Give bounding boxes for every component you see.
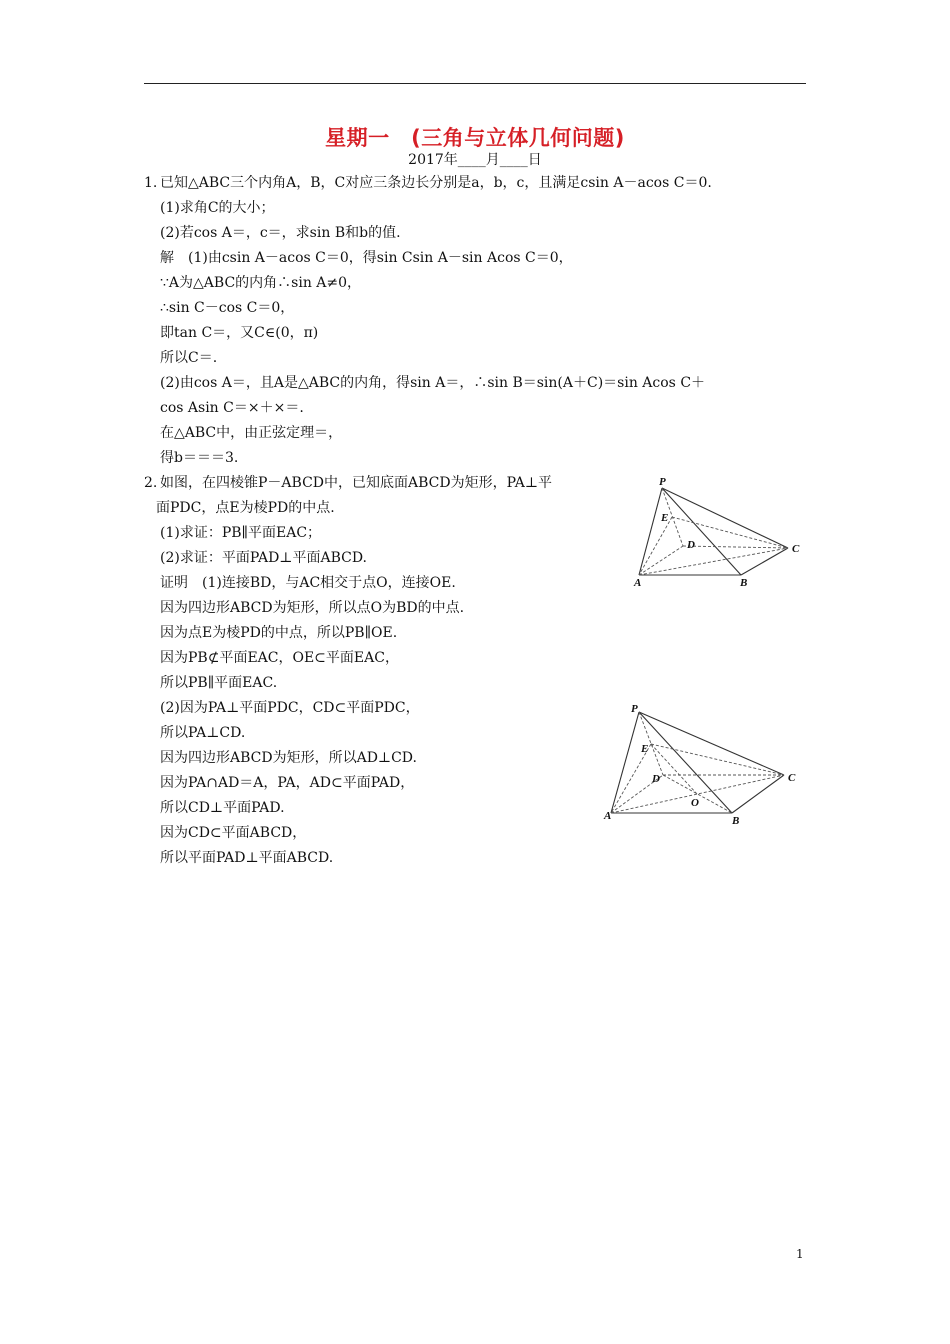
proof-line: 因为CD⊂平面ABCD，: [160, 825, 307, 841]
solution-line: 得b＝＝＝3.: [160, 450, 239, 466]
label-d: D: [687, 539, 695, 551]
pyramid-figure-1: [625, 476, 810, 591]
problem-2-statement-cont: 面PDC，点E为棱PD的中点.: [156, 500, 335, 516]
problem-2-part-2: (2)求证：平面PAD⊥平面ABCD.: [160, 550, 368, 566]
seg-eo: [651, 744, 697, 794]
label-c: C: [788, 772, 796, 784]
diag-ac: [639, 548, 788, 575]
proof-line: 所以平面PAD⊥平面ABCD.: [160, 850, 334, 866]
seg-ec: [651, 744, 784, 775]
header-rule: [144, 83, 806, 84]
seg-ea: [639, 517, 672, 575]
page-title: 星期一 (三角与立体几何问题): [325, 126, 625, 150]
problem-2-statement: 如图，在四棱锥P－ABCD中，已知底面ABCD为矩形，PA⊥平: [160, 475, 553, 491]
edge-pc: [639, 712, 784, 775]
problem-1-part-1: (1)求角C的大小；: [160, 200, 275, 216]
proof-line: 因为四边形ABCD为矩形，所以AD⊥CD.: [160, 750, 417, 766]
proof-line: 因为点E为棱PD的中点，所以PB∥OE.: [160, 625, 398, 641]
date-line: 2017年____月____日: [408, 152, 542, 168]
solution-line: cos Asin C＝×＋×＝.: [160, 400, 304, 416]
label-p: P: [659, 476, 666, 488]
solution-line: ∴sin C－cos C＝0，: [160, 300, 295, 316]
proof-line: 因为PA∩AD＝A，PA，AD⊂平面PAD，: [160, 775, 415, 791]
solution-line: 解 (1)由csin A－acos C＝0，得sin Csin A－sin Acos C＝0，: [160, 250, 573, 266]
proof-line: 因为四边形ABCD为矩形，所以点O为BD的中点.: [160, 600, 465, 616]
proof-line: 所以PA⊥CD.: [160, 725, 246, 741]
page-number: 1: [796, 1247, 804, 1261]
problem-1-part-2: (2)若cos A＝，c＝，求sin B和b的值.: [160, 225, 401, 241]
pyramid-figure-2: [598, 700, 806, 828]
label-c: C: [792, 543, 800, 555]
label-a: A: [604, 810, 612, 822]
proof-line: 因为PB⊄平面EAC，OE⊂平面EAC，: [160, 650, 399, 666]
label-e: E: [661, 512, 669, 524]
label-p: P: [631, 703, 638, 715]
problem-number: 1.: [144, 175, 158, 191]
proof-line: (2)因为PA⊥平面PDC，CD⊂平面PDC，: [160, 700, 420, 716]
label-a: A: [634, 577, 642, 589]
edge-pa: [611, 712, 639, 813]
edge-pb: [662, 488, 741, 575]
proof-line: 所以PB∥平面EAC.: [160, 675, 278, 691]
solution-line: 所以C＝.: [160, 350, 218, 366]
solution-line: 即tan C＝，又C∈(0，π): [160, 325, 319, 341]
label-b: B: [740, 577, 748, 589]
label-b: B: [732, 815, 740, 827]
edge-pa: [639, 488, 662, 575]
label-o: O: [691, 797, 699, 809]
edge-pc: [662, 488, 788, 548]
edge-pb: [639, 712, 732, 813]
solution-line: ∵A为△ABC的内角∴sin A≠0，: [160, 275, 362, 291]
edge-dc: [683, 546, 788, 548]
label-d: D: [652, 773, 660, 785]
problem-1-statement: 已知△ABC三个内角A，B，C对应三条边长分别是a，b，c，且满足csin A－acos C＝0.: [160, 175, 712, 191]
problem-number: 2.: [144, 475, 158, 491]
label-e: E: [641, 743, 649, 755]
proof-line: 证明 (1)连接BD，与AC相交于点O，连接OE.: [160, 575, 456, 591]
solution-line: (2)由cos A＝，且A是△ABC的内角，得sin A＝，∴sin B＝sin(A＋C)＝sin Acos C＋: [160, 375, 706, 391]
proof-line: 所以CD⊥平面PAD.: [160, 800, 285, 816]
problem-2-part-1: (1)求证：PB∥平面EAC；: [160, 525, 322, 541]
solution-line: 在△ABC中，由正弦定理＝，: [160, 425, 343, 441]
